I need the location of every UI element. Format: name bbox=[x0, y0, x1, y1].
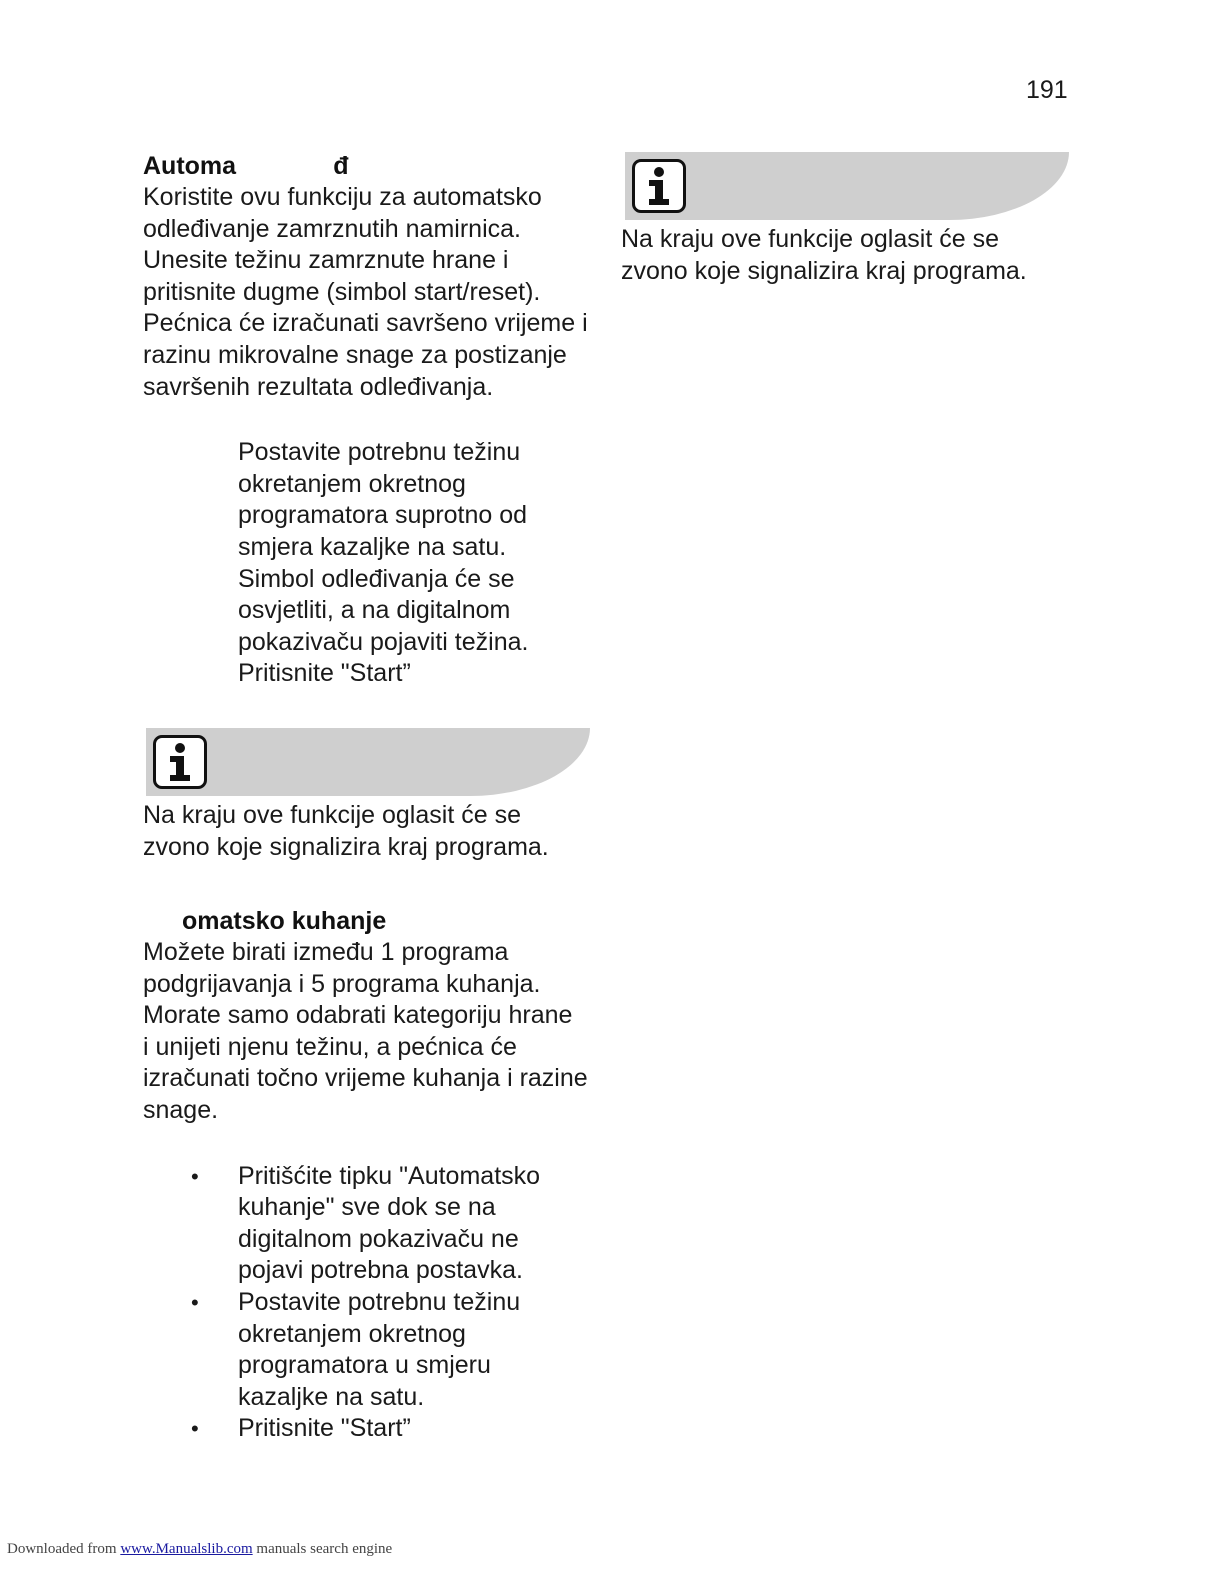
info-banner bbox=[146, 728, 590, 796]
step-line: Pritisnite "Start” bbox=[238, 659, 411, 688]
intro-line: izračunati točno vrijeme kuhanja i razine bbox=[143, 1064, 588, 1093]
bullet-line: • Postavite potrebnu težinu bbox=[143, 1287, 603, 1319]
bullet-line: • Pritišćite tipku "Automatsko bbox=[143, 1161, 603, 1193]
intro-line: snage. bbox=[143, 1096, 219, 1125]
bullet-line: digitalnom pokazivaču ne bbox=[238, 1224, 519, 1253]
note-line: Na kraju ove funkcije oglasit će se bbox=[143, 800, 521, 829]
step-line: Postavite potrebnu težinu bbox=[238, 438, 521, 467]
right-column bbox=[621, 152, 1071, 287]
bullet-line: programatora u smjeru bbox=[238, 1351, 491, 1380]
intro-line: razinu mikrovalne snage za postizanje bbox=[143, 340, 567, 369]
step-line: okretanjem okretnog bbox=[238, 469, 466, 498]
auto-defrost-heading: Automa đ bbox=[143, 152, 349, 180]
info-note bbox=[143, 800, 603, 863]
footer-prefix: Downloaded from bbox=[7, 1541, 121, 1557]
bullet-line: kazaljke na satu. bbox=[238, 1382, 425, 1411]
bullet-icon: • bbox=[191, 1163, 199, 1189]
footer-suffix: manuals search engine bbox=[252, 1541, 393, 1557]
intro-line: Možete birati između 1 programa bbox=[143, 938, 509, 967]
auto-defrost-intro bbox=[143, 182, 603, 403]
step-line: Simbol odleđivanja će se bbox=[238, 564, 515, 593]
auto-defrost-section bbox=[143, 150, 603, 863]
auto-defrost-steps bbox=[143, 437, 603, 690]
info-icon bbox=[632, 159, 686, 213]
page-number: 191 bbox=[1026, 76, 1068, 104]
bullet-line: • Pritisnite "Start” bbox=[143, 1413, 603, 1445]
bullet-icon: • bbox=[191, 1290, 199, 1316]
intro-line: savršenih rezultata odleđivanja. bbox=[143, 372, 494, 401]
left-column bbox=[143, 150, 603, 1445]
intro-line: Koristite ovu funkciju za automatsko bbox=[143, 183, 542, 211]
auto-cooking-section bbox=[143, 905, 603, 1445]
intro-line: podgrijavanja i 5 programa kuhanja. bbox=[143, 969, 541, 998]
auto-cooking-intro bbox=[143, 937, 603, 1127]
info-note bbox=[621, 224, 1071, 287]
step-line: programatora suprotno od bbox=[238, 501, 528, 530]
note-line: Na kraju ove funkcije oglasit će se bbox=[621, 225, 999, 253]
intro-line: pritisnite dugme (simbol start/reset). bbox=[143, 277, 541, 306]
intro-line: odleđivanje zamrznutih namirnica. bbox=[143, 214, 521, 243]
intro-line: Unesite težinu zamrznute hrane i bbox=[143, 246, 509, 275]
bullet-icon: • bbox=[191, 1416, 199, 1442]
footer bbox=[7, 1541, 392, 1558]
intro-line: Pećnica će izračunati savršeno vrijeme i bbox=[143, 309, 588, 338]
info-icon-glyph bbox=[165, 742, 195, 782]
intro-line: Morate samo odabrati kategoriju hrane bbox=[143, 1001, 573, 1030]
note-line: zvono koje signalizira kraj programa. bbox=[621, 256, 1027, 285]
step-line: pokazivaču pojaviti težina. bbox=[238, 627, 529, 656]
step-line: smjera kazaljke na satu. bbox=[238, 532, 507, 561]
bullet-line: pojavi potrebna postavka. bbox=[238, 1256, 523, 1285]
auto-cooking-heading: omatsko kuhanje bbox=[182, 907, 387, 936]
note-line: zvono koje signalizira kraj programa. bbox=[143, 832, 549, 861]
bullet-line: okretanjem okretnog bbox=[238, 1319, 466, 1348]
bullet-line: kuhanje" sve dok se na bbox=[238, 1193, 496, 1222]
step-line: osvjetliti, a na digitalnom bbox=[238, 596, 511, 625]
info-banner bbox=[625, 152, 1069, 220]
manualslib-link[interactable]: www.Manualslib.com bbox=[120, 1541, 253, 1557]
info-icon-glyph bbox=[644, 166, 674, 206]
auto-cooking-bullets bbox=[143, 1161, 603, 1445]
intro-line: i unijeti njenu težinu, a pećnica će bbox=[143, 1032, 517, 1061]
info-icon bbox=[153, 735, 207, 789]
